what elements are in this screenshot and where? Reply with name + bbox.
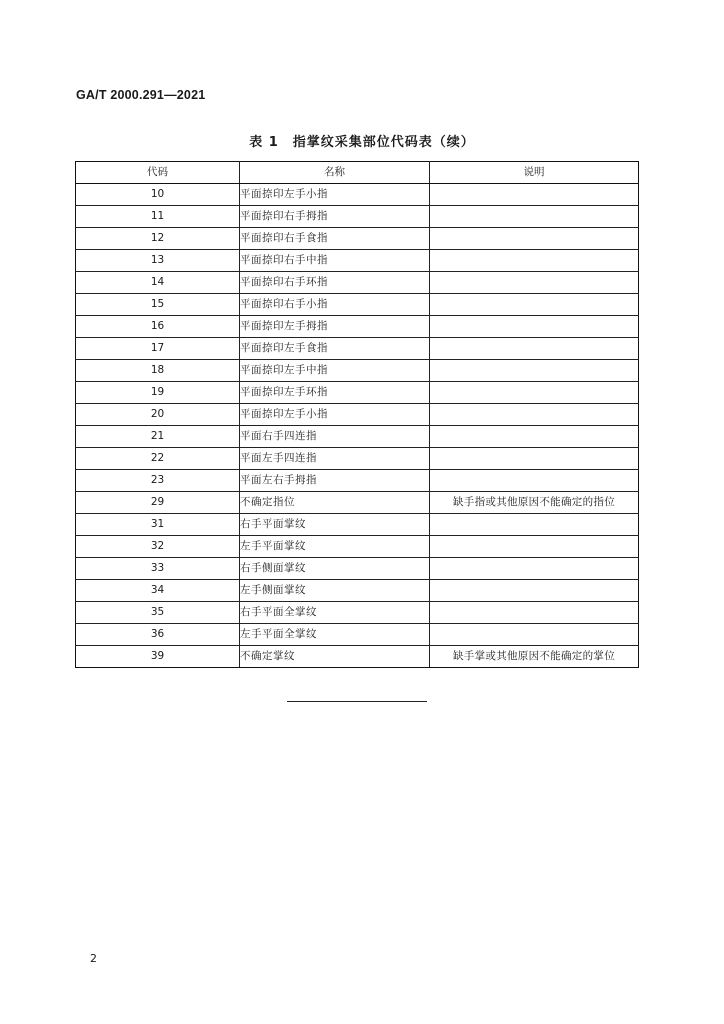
- description-cell: [430, 206, 639, 228]
- code-cell: 34: [76, 580, 240, 602]
- code-cell: 31: [76, 514, 240, 536]
- code-cell: 29: [76, 492, 240, 514]
- table-row: [76, 184, 639, 206]
- code-cell: 10: [76, 184, 240, 206]
- code-cell: 15: [76, 294, 240, 316]
- name-cell: 左手平面掌纹: [240, 536, 430, 558]
- name-cell: 平面捺印右手环指: [240, 272, 430, 294]
- table-row: [76, 382, 639, 404]
- table-row: [76, 316, 639, 338]
- table-row: [76, 514, 639, 536]
- description-cell: [430, 294, 639, 316]
- table-row: [76, 492, 639, 514]
- table-row: [76, 558, 639, 580]
- page-number: 2: [90, 952, 97, 965]
- code-cell: 20: [76, 404, 240, 426]
- description-cell: [430, 514, 639, 536]
- code-cell: 22: [76, 448, 240, 470]
- description-cell: 缺手指或其他原因不能确定的指位: [430, 492, 639, 514]
- table-row: [76, 272, 639, 294]
- table-body: [76, 184, 639, 668]
- code-cell: 12: [76, 228, 240, 250]
- description-cell: [430, 470, 639, 492]
- code-cell: 14: [76, 272, 240, 294]
- name-cell: 平面右手四连指: [240, 426, 430, 448]
- name-cell: 不确定指位: [240, 492, 430, 514]
- name-cell: 平面捺印右手拇指: [240, 206, 430, 228]
- table-header-row: [76, 162, 639, 184]
- code-cell: 17: [76, 338, 240, 360]
- code-cell: 23: [76, 470, 240, 492]
- description-cell: [430, 382, 639, 404]
- name-cell: 右手平面全掌纹: [240, 602, 430, 624]
- description-cell: [430, 602, 639, 624]
- name-cell: 平面捺印左手食指: [240, 338, 430, 360]
- description-cell: [430, 228, 639, 250]
- table-row: [76, 470, 639, 492]
- name-cell: 平面捺印右手小指: [240, 294, 430, 316]
- column-header-code: 代码: [76, 162, 240, 184]
- name-cell: 平面左手四连指: [240, 448, 430, 470]
- table-row: [76, 624, 639, 646]
- table-row: [76, 228, 639, 250]
- end-of-table-rule: [287, 701, 427, 702]
- description-cell: [430, 338, 639, 360]
- description-cell: [430, 558, 639, 580]
- name-cell: 平面捺印左手拇指: [240, 316, 430, 338]
- name-cell: 平面捺印左手环指: [240, 382, 430, 404]
- code-cell: 21: [76, 426, 240, 448]
- table-row: [76, 646, 639, 668]
- code-cell: 33: [76, 558, 240, 580]
- table-row: [76, 580, 639, 602]
- description-cell: [430, 184, 639, 206]
- document-id: GA/T 2000.291—2021: [76, 88, 206, 102]
- table-row: [76, 338, 639, 360]
- name-cell: 不确定掌纹: [240, 646, 430, 668]
- description-cell: [430, 272, 639, 294]
- description-cell: [430, 536, 639, 558]
- code-cell: 39: [76, 646, 240, 668]
- table-row: [76, 360, 639, 382]
- code-cell: 16: [76, 316, 240, 338]
- code-cell: 32: [76, 536, 240, 558]
- table-row: [76, 602, 639, 624]
- name-cell: 左手侧面掌纹: [240, 580, 430, 602]
- table-row: [76, 294, 639, 316]
- description-cell: [430, 316, 639, 338]
- name-cell: 平面捺印右手食指: [240, 228, 430, 250]
- table-row: [76, 404, 639, 426]
- description-cell: [430, 580, 639, 602]
- code-cell: 19: [76, 382, 240, 404]
- description-cell: [430, 250, 639, 272]
- description-cell: [430, 624, 639, 646]
- name-cell: 平面捺印左手小指: [240, 184, 430, 206]
- description-cell: [430, 448, 639, 470]
- name-cell: 平面左右手拇指: [240, 470, 430, 492]
- name-cell: 平面捺印左手中指: [240, 360, 430, 382]
- code-cell: 35: [76, 602, 240, 624]
- table-row: [76, 426, 639, 448]
- name-cell: 平面捺印左手小指: [240, 404, 430, 426]
- code-cell: 11: [76, 206, 240, 228]
- description-cell: [430, 360, 639, 382]
- code-cell: 13: [76, 250, 240, 272]
- table-title: 表 1 指掌纹采集部位代码表（续）: [249, 135, 475, 150]
- code-cell: 18: [76, 360, 240, 382]
- description-cell: [430, 404, 639, 426]
- name-cell: 左手平面全掌纹: [240, 624, 430, 646]
- name-cell: 平面捺印右手中指: [240, 250, 430, 272]
- column-header-description: 说明: [430, 162, 639, 184]
- table-row: [76, 536, 639, 558]
- table-row: [76, 448, 639, 470]
- column-header-name: 名称: [240, 162, 430, 184]
- code-cell: 36: [76, 624, 240, 646]
- name-cell: 右手侧面掌纹: [240, 558, 430, 580]
- description-cell: 缺手掌或其他原因不能确定的掌位: [430, 646, 639, 668]
- table-row: [76, 206, 639, 228]
- description-cell: [430, 426, 639, 448]
- name-cell: 右手平面掌纹: [240, 514, 430, 536]
- table-row: [76, 250, 639, 272]
- code-table: [75, 161, 639, 668]
